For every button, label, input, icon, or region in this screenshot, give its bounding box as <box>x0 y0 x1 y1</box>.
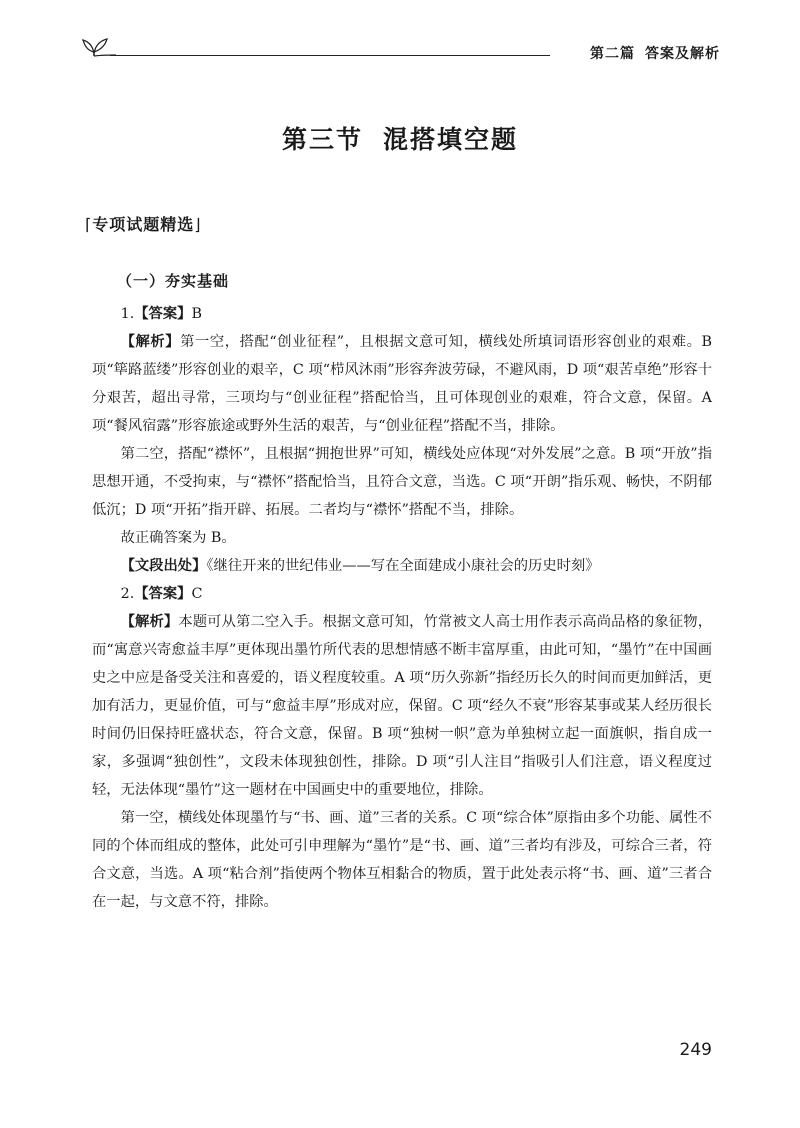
sub-heading: （一）夯实基础 <box>117 272 230 290</box>
header-part: 第二篇 <box>590 46 635 62</box>
section-title <box>0 120 800 156</box>
box-heading: ⌈专项试题精选⌋ <box>85 215 202 234</box>
header-rule <box>110 55 550 56</box>
q1-source: 《继往开来的世纪伟业——写在全面建成小康社会的历史时刻》 <box>206 558 600 574</box>
section-number: 第三节 <box>281 125 363 154</box>
q2-analysis-paragraph-2: 第一空，横线处体现墨竹与“书、画、道”三者的关系。C 项“综合体”原指由多个功能、属性不同的个体而组成的整体，此处可引申理解为“墨竹”是“书、画、道”三者均有涉及，可综合三者，符合文意，当选。A 项“粘合剂”指使两个物体互相黏合的物质，置于此处表示将“书、画、道”三者合在一起，与文意不符，排除。 <box>92 810 712 910</box>
q1-answer-line <box>92 300 712 328</box>
analysis-label: 【解析】 <box>120 614 179 630</box>
q1-conclusion: 故正确答案为 B。 <box>120 530 236 546</box>
q2-answer-line <box>92 580 712 608</box>
q1-analysis-1: 第一空，搭配“创业征程”，且根据文意可知，横线处所填词语形容创业的艰难。B 项“筚路蓝缕”形容创业的艰辛，C 项“栉风沐雨”形容奔波劳碌，不避风雨，D 项“艰苦卓绝”形容十分艰苦，超出寻常，三项均与“创业征程”搭配恰当，且可体现创业的艰难，符合文意，保留。A 项“餐风宿露”形容旅途或野外生活的艰苦，与“创业征程”搭配不当，排除。 <box>92 334 713 434</box>
answer-label: 【答案】 <box>134 306 192 322</box>
q2-answer: C <box>191 586 203 602</box>
answer-label: 【答案】 <box>134 586 192 602</box>
source-label: 【文段出处】 <box>120 558 207 574</box>
q1-number: 1. <box>120 306 135 322</box>
answer-content <box>92 300 712 916</box>
analysis-label: 【解析】 <box>120 334 181 350</box>
header-part-title: 答案及解析 <box>645 46 720 62</box>
q1-source-line <box>92 552 712 580</box>
q1-analysis-paragraph-2: 第二空，搭配“襟怀”，且根据“拥抱世界”可知，横线处应体现“对外发展”之意。B 项“开放”指思想开通，不受拘束，与“襟怀”搭配恰当，且符合文意，当选。C 项“开朗”指乐观、畅快，不阴郁低沉；D 项“开拓”指开辟、拓展。二者均与“襟怀”搭配不当，排除。 <box>92 446 712 518</box>
running-title <box>590 43 720 63</box>
box-heading-text: 专项试题精选 <box>92 215 195 234</box>
q1-answer: B <box>191 306 202 322</box>
page-number: 249 <box>679 1040 712 1060</box>
q2-analysis-paragraph-1 <box>92 608 712 804</box>
section-name: 混搭填空题 <box>383 125 519 154</box>
q1-analysis-paragraph-1 <box>92 328 712 440</box>
q2-analysis-1: 本题可从第二空入手。根据文意可知，竹常被文人高士用作表示高尚品格的象征物，而“寓意兴寄愈益丰厚”更体现出墨竹所代表的思想情感不断丰富厚重，由此可知，“墨竹”在中国画史之中应是备受关注和喜爱的，语义程度较重。A 项“历久弥新”指经历长久的时间而更加鲜活，更加有活力，更显价值，可与“愈益丰厚”形成对应，保留。C 项“经久不衰”形容某事或某人经历很长时间仍旧保持旺盛状态，符合文意，保留。B 项“独树一帜”意为单独树立起一面旗帜，指自成一家，多强调“独创性”，文段未体现独创性，排除。D 项“引人注目”指吸引人们注意，语义程度过轻，无法体现“墨竹”这一题材在中国画史中的重要地位，排除。 <box>92 614 713 798</box>
q2-number: 2. <box>120 586 135 602</box>
running-header <box>80 34 720 64</box>
